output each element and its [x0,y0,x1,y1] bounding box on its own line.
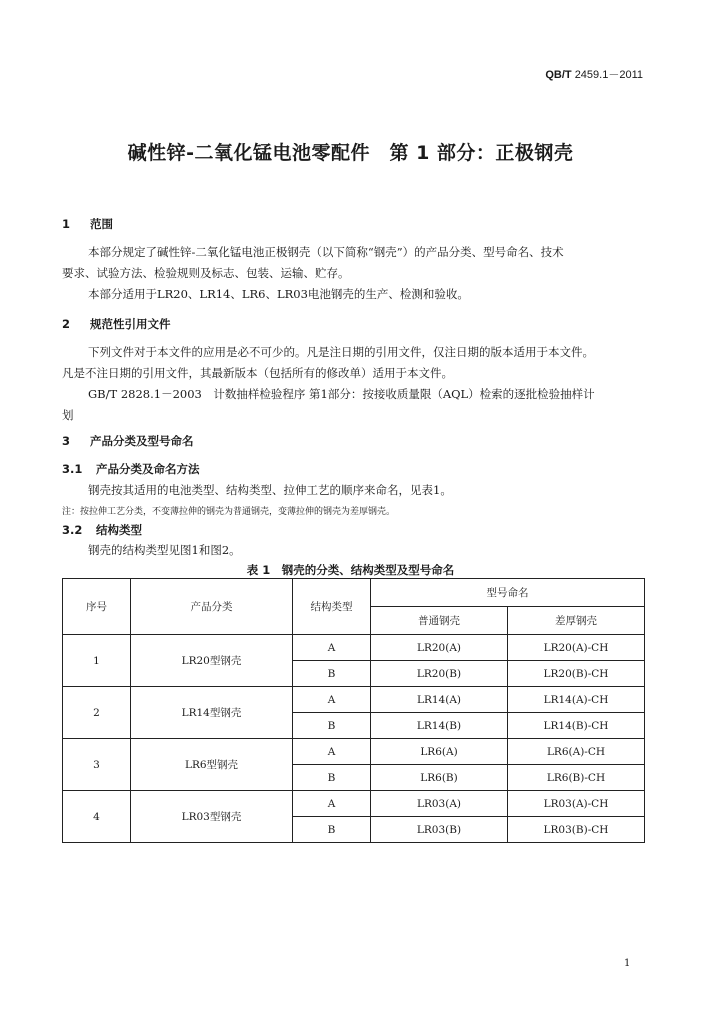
structure-cell: B [293,765,371,791]
normal-model-cell: LR20(B) [371,661,508,687]
diff-model-cell: LR14(A)-CH [508,687,645,713]
standard-number: 2459.1－2011 [574,69,643,81]
section-title: 产品分类及型号命名 [90,434,194,448]
section-3-1-para: 钢壳按其适用的电池类型、结构类型、拉伸工艺的顺序来命名，见表1。 [88,483,452,497]
section-number: 3.2 [62,523,83,537]
standard-prefix: QB/T [545,69,572,81]
header-model: 型号命名 [371,579,645,607]
product-cell: LR20型钢壳 [131,635,293,687]
section-2-para-1-line-2: 凡是不注日期的引用文件，其最新版本（包括所有的修改单）适用于本文件。 [62,366,453,380]
section-1-para-2: 本部分适用于LR20、LR14、LR6、LR03电池钢壳的生产、检测和验收。 [88,287,469,301]
seq-cell: 2 [63,687,131,739]
normal-model-cell: LR6(A) [371,739,508,765]
section-2-para-1-line-1: 下列文件对于本文件的应用是必不可少的。凡是注日期的引用文件，仅注日期的版本适用于本文件。 [88,345,594,359]
section-number: 2 [62,317,71,331]
diff-model-cell: LR20(B)-CH [508,661,645,687]
diff-model-cell: LR14(B)-CH [508,713,645,739]
normative-reference-line-2: 划 [62,408,74,422]
section-1-para-1-line-2: 要求、试验方法、检验规则及标志、包装、运输、贮存。 [62,266,350,280]
section-number: 3 [62,434,71,448]
table-row [63,791,645,817]
section-3-2-para: 钢壳的结构类型见图1和图2。 [88,543,241,557]
section-number: 1 [62,217,71,231]
normal-model-cell: LR14(B) [371,713,508,739]
normal-model-cell: LR03(B) [371,817,508,843]
standard-code [545,66,643,82]
table-caption: 表 1 钢壳的分类、结构类型及型号命名 [246,563,455,577]
section-3-heading [62,433,194,449]
header-product: 产品分类 [131,579,293,635]
normal-model-cell: LR14(A) [371,687,508,713]
section-2-heading [62,316,171,332]
structure-cell: A [293,739,371,765]
structure-cell: A [293,791,371,817]
seq-cell: 1 [63,635,131,687]
page-number: 1 [624,958,631,969]
structure-cell: B [293,817,371,843]
model-naming-table [62,578,645,843]
section-3-2-heading [62,522,142,538]
normal-model-cell: LR03(A) [371,791,508,817]
product-cell: LR14型钢壳 [131,687,293,739]
table-row [63,687,645,713]
section-3-1-heading [62,461,200,477]
seq-cell: 3 [63,739,131,791]
header-normal: 普通钢壳 [371,607,508,635]
section-title: 范围 [90,217,113,231]
section-3-1-note: 注：按拉伸工艺分类，不变薄拉伸的钢壳为普通钢壳，变薄拉伸的钢壳为差厚钢壳。 [62,507,396,517]
section-number: 3.1 [62,462,83,476]
diff-model-cell: LR6(A)-CH [508,739,645,765]
structure-cell: A [293,635,371,661]
product-cell: LR6型钢壳 [131,739,293,791]
structure-cell: A [293,687,371,713]
header-diff: 差厚钢壳 [508,607,645,635]
diff-model-cell: LR03(A)-CH [508,791,645,817]
normal-model-cell: LR20(A) [371,635,508,661]
diff-model-cell: LR20(A)-CH [508,635,645,661]
normal-model-cell: LR6(B) [371,765,508,791]
section-title: 规范性引用文件 [90,317,171,331]
diff-model-cell: LR6(B)-CH [508,765,645,791]
structure-cell: B [293,713,371,739]
section-1-heading [62,216,113,232]
seq-cell: 4 [63,791,131,843]
table-row [63,739,645,765]
document-title: 碱性锌-二氧化锰电池零配件 第 1 部分：正极钢壳 [127,142,574,164]
section-1-para-1-line-1: 本部分规定了碱性锌-二氧化锰电池正极钢壳（以下简称“钢壳”）的产品分类、型号命名、技术 [88,245,564,259]
section-title: 结构类型 [96,523,142,537]
diff-model-cell: LR03(B)-CH [508,817,645,843]
structure-cell: B [293,661,371,687]
header-structure: 结构类型 [293,579,371,635]
product-cell: LR03型钢壳 [131,791,293,843]
table-row [63,635,645,661]
header-seq: 序号 [63,579,131,635]
normative-reference-line-1: GB/T 2828.1－2003 计数抽样检验程序 第1部分：按接收质量限（AQL）检索的逐批检验抽样计 [88,387,595,401]
section-title: 产品分类及命名方法 [96,462,200,476]
